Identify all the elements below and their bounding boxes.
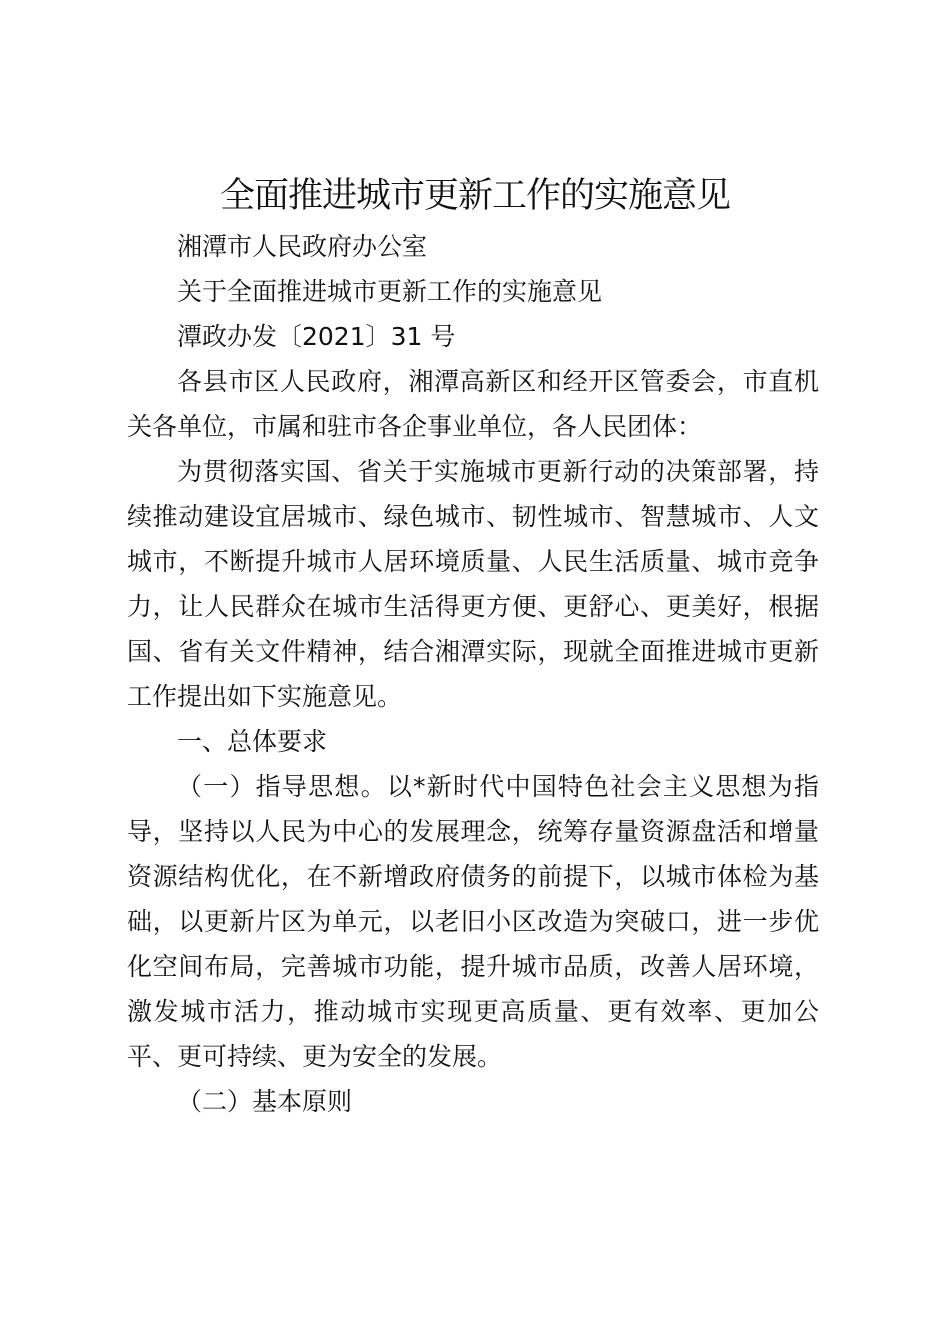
issuing-authority: 湘潭市人民政府办公室 [177,232,428,261]
addressees-paragraph: 各县市区人民政府，湘潭高新区和经开区管委会，市直机关各单位，市属和驻市各企事业单位，各人民团体： [127,367,819,441]
subsection-heading: （二）基本原则 [177,1087,353,1116]
section-heading: 一、总体要求 [177,727,328,756]
preamble-paragraph: 为贯彻落实国、省关于实施城市更新行动的决策部署，持续推动建设宜居城市、绿色城市、韧性城市、智慧城市、人文城市，不断提升城市人居环境质量、人民生活质量、城市竞争力，让人民群众在城市生活得更方便、更舒心、更美好，根据国、省有关文件精神，结合湘潭实际，现就全面推进城市更新工作提出如下实施意见。 [127,457,819,711]
document-subtitle: 关于全面推进城市更新工作的实施意见 [177,277,603,306]
document-title: 全面推进城市更新工作的实施意见 [219,176,730,216]
guiding-thought-paragraph: （一）指导思想。以*新时代中国特色社会主义思想为指导，坚持以人民为中心的发展理念，统筹存量资源盘活和增量资源结构优化，在不新增政府债务的前提下，以城市体检为基础，以更新片区为单元，以老旧小区改造为突破口，进一步优化空间布局，完善城市功能，提升城市品质，改善人居环境，激发城市活力，推动城市实现更高质量、更有效率、更加公平、更可持续、更为安全的发展。 [127,772,819,1071]
document-body [127,224,819,1124]
document-number: 潭政办发〔2021〕31 号 [177,322,456,351]
